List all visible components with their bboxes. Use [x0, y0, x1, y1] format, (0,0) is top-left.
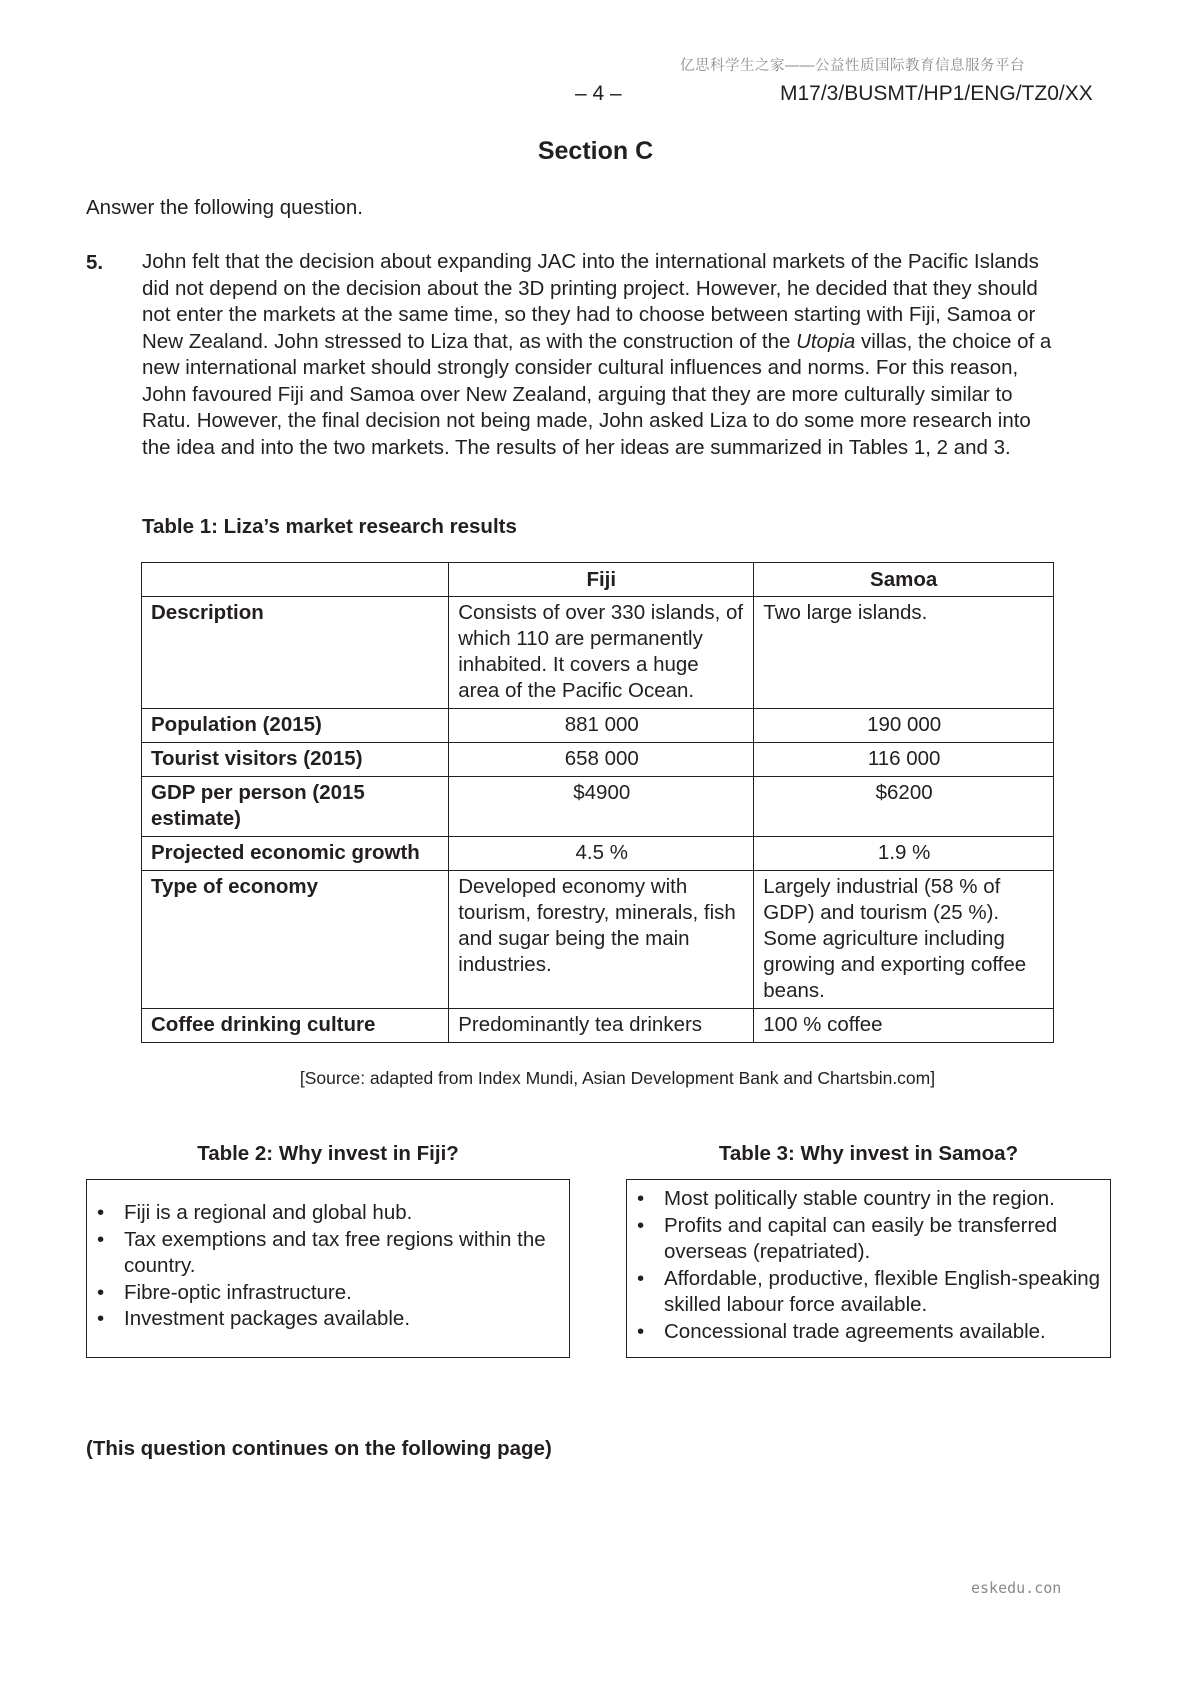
list-item [87, 1227, 559, 1280]
list-item-text: Investment packages available. [124, 1307, 411, 1330]
table2-caption: Table 2: Why invest in Fiji? [197, 1142, 459, 1165]
header-cell-fiji: Fiji [449, 563, 754, 597]
samoa-cell: 190 000 [754, 709, 1054, 743]
list-item [627, 1266, 1102, 1319]
samoa-cell: 116 000 [754, 743, 1054, 777]
header-cell-blank [142, 563, 449, 597]
row-label: Description [142, 597, 449, 709]
samoa-cell: Largely industrial (58 % of GDP) and tourism (25 %). Some agriculture including growing and exporting coffee beans. [754, 871, 1054, 1009]
bullet-icon: • [637, 1266, 645, 1290]
bullet-icon: • [97, 1307, 105, 1330]
list-item [87, 1306, 559, 1333]
table-row [142, 1009, 1054, 1043]
row-label: Population (2015) [142, 709, 449, 743]
table-header-row [142, 563, 1054, 597]
bullet-icon: • [637, 1319, 645, 1343]
paper-code: M17/3/BUSMT/HP1/ENG/TZ0/XX [780, 82, 1093, 105]
samoa-reasons-list [627, 1186, 1102, 1345]
table-row [142, 709, 1054, 743]
bullet-icon: • [637, 1213, 645, 1237]
table-row [142, 871, 1054, 1009]
row-label: Projected economic growth [142, 837, 449, 871]
source-citation: [Source: adapted from Index Mundi, Asian Development Bank and Chartsbin.com] [299, 1068, 936, 1088]
samoa-reasons-box [626, 1179, 1111, 1358]
samoa-cell: $6200 [754, 777, 1054, 837]
instruction: Answer the following question. [86, 196, 363, 219]
row-label: Coffee drinking culture [142, 1009, 449, 1043]
list-item [87, 1280, 559, 1307]
question-number: 5. [86, 251, 104, 274]
question-text-italic: Utopia [796, 329, 856, 353]
bullet-icon: • [97, 1280, 105, 1304]
samoa-cell: 1.9 % [754, 837, 1054, 871]
fiji-cell: Developed economy with tourism, forestry, minerals, fish and sugar being the main industries. [449, 871, 754, 1009]
table1-caption: Table 1: Liza’s market research results [142, 515, 517, 538]
table-row [142, 597, 1054, 709]
fiji-cell: 4.5 % [449, 837, 754, 871]
bullet-icon: • [97, 1201, 105, 1224]
list-item [627, 1213, 1102, 1266]
header-watermark: 亿思科学生之家——公益性质国际教育信息服务平台 [680, 58, 1025, 74]
samoa-cell: Two large islands. [754, 597, 1054, 709]
footer-watermark: eskedu.con [971, 1579, 1062, 1597]
fiji-reasons-list [87, 1200, 559, 1333]
list-item [87, 1200, 559, 1227]
table-row [142, 777, 1054, 837]
header-cell-samoa: Samoa [754, 563, 1054, 597]
list-item-text: Most politically stable country in the region. [664, 1187, 1055, 1210]
fiji-cell: $4900 [449, 777, 754, 837]
list-item [627, 1186, 1102, 1213]
list-item-text: Fibre-optic infrastructure. [124, 1280, 352, 1304]
page-number: – 4 – [575, 82, 622, 105]
question-text [142, 249, 1062, 461]
question-text-part-1: John felt that the decision about expanding JAC into the international markets of the Pacific Islands did not depend on the decision about the 3D printing project. However, he decided that they should not enter the markets at the same time, so they had to choose between starting with Fiji, Samoa or New Zealand. John stressed to Liza that, as with the construction of the [142, 250, 1039, 353]
fiji-cell: Consists of over 330 islands, of which 110 are permanently inhabited. It covers a huge area of the Pacific Ocean. [449, 597, 754, 709]
list-item [627, 1319, 1102, 1346]
samoa-cell: 100 % coffee [754, 1009, 1054, 1043]
fiji-cell: Predominantly tea drinkers [449, 1009, 754, 1043]
list-item-text: Affordable, productive, flexible English-speaking skilled labour force available. [664, 1266, 1101, 1316]
fiji-cell: 658 000 [449, 743, 754, 777]
table3-caption: Table 3: Why invest in Samoa? [718, 1142, 1019, 1165]
table-row [142, 837, 1054, 871]
fiji-reasons-box [86, 1179, 570, 1358]
bullet-icon: • [97, 1227, 105, 1251]
continues-note: (This question continues on the following page) [86, 1437, 552, 1460]
row-label: Tourist visitors (2015) [142, 743, 449, 777]
row-label: Type of economy [142, 871, 449, 1009]
question-text-part-2: villas, the choice of a new international market should strongly consider cultural influences and norms. For this reason, John favoured Fiji and Samoa over New Zealand, arguing that they are more culturally similar to Ratu. However, the final decision not being made, John asked Liza to do some more research into the idea and into the two markets. The results of her ideas are summarized in Tables 1, 2 and 3. [142, 329, 1052, 459]
fiji-cell: 881 000 [449, 709, 754, 743]
list-item-text: Fiji is a regional and global hub. [124, 1201, 413, 1224]
list-item-text: Concessional trade agreements available. [664, 1319, 1046, 1343]
table-row [142, 743, 1054, 777]
list-item-text: Tax exemptions and tax free regions within the country. [124, 1227, 546, 1277]
row-label: GDP per person (2015 estimate) [142, 777, 449, 837]
section-title: Section C [537, 137, 654, 165]
bullet-icon: • [637, 1187, 645, 1210]
market-research-table [141, 562, 1054, 1043]
list-item-text: Profits and capital can easily be transferred overseas (repatriated). [664, 1213, 1058, 1263]
